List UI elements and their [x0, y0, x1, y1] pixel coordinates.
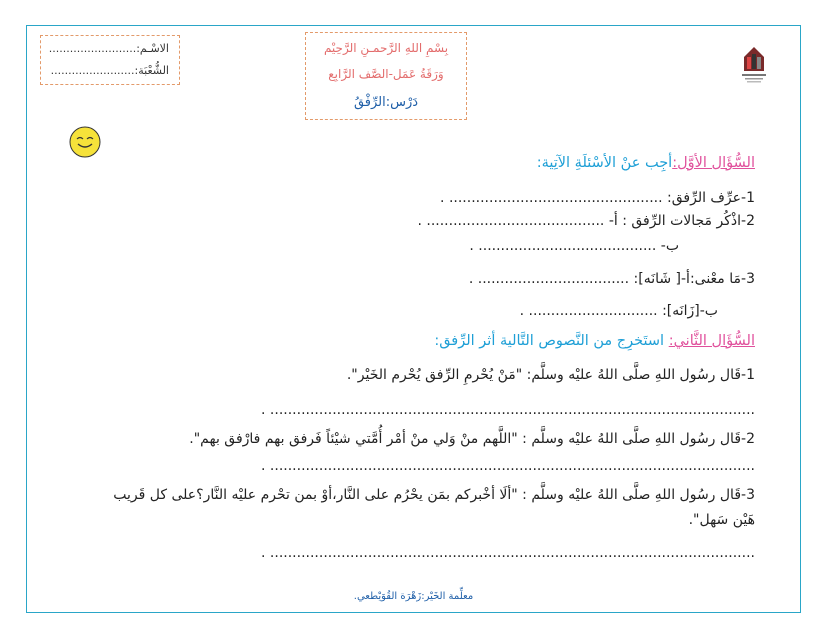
question-1-instruction: أجِب عنْ الأسْئلَةِ الآتِية:	[536, 155, 673, 171]
q2-text-3b: هَيْن سَهل".	[688, 512, 755, 528]
q1-item-2a: 2-اذْكُر مَجالات الرِّفق : أ- ........................................ .	[417, 213, 755, 229]
question-1-label: السُّؤَال الأوَّل:	[672, 155, 755, 171]
q2-text-1: 1-قَال رسُول اللهِ صلَّى اللهُ عليْه وسلَّم: "مَنْ يُحْرمِ الرِّفق يُحْرم الخَيْر".	[346, 367, 755, 383]
worksheet-header	[305, 32, 467, 120]
basmala: بِسْمِ اللهِ الرَّحمـنِ الرَّحِيْم	[323, 41, 449, 55]
student-info-box	[40, 35, 180, 85]
q1-item-1: 1-عرِّف الرِّفق: ................................................ .	[440, 190, 755, 206]
q1-item-2b: ب- ........................................ .	[469, 238, 679, 254]
teacher-name: معلِّمة الخَيْر:زَهْرَة القُوَيْطعي.	[353, 591, 474, 602]
school-logo-icon	[738, 45, 770, 85]
q2-text-2: 2-قَال رسُول اللهِ صلَّى اللهُ عليْه وسلَّم : "اللَّهم منْ وَلي منْ أمْر أُمَّتي شيْئاً فَرفق بهم فارْفق بهم".	[189, 431, 755, 447]
student-section-field[interactable]: الشُّعْبَة:........................	[50, 64, 169, 77]
question-2-instruction: استَخرِج من النَّصوص التَّالية أثر الرِّفق:	[434, 333, 669, 349]
q2-answer-3[interactable]: ............................................................................................................. .	[261, 545, 755, 561]
lesson-title: دَرْس:الرِّفْقُ	[353, 95, 419, 110]
q1-item-3b: ب-[زَانَه]: ............................. .	[519, 303, 718, 319]
student-name-field[interactable]: الاسْـم:.........................	[48, 42, 169, 55]
worksheet-title: وَرَقَةُ عَمَل-الصَّف الرَّابِع	[328, 67, 444, 81]
question-1-heading	[537, 155, 755, 171]
q2-answer-1[interactable]: ............................................................................................................. .	[261, 402, 755, 418]
smiley-face-icon	[69, 126, 101, 158]
q2-text-3a: 3-قَال رسُول اللهِ صلَّى اللهُ عليْه وسلَّم : "ألَا أخْبركم بمَن يحْرُم على النَّار،أوْ بمن تحْرم عليْه النَّار؟على كل قَريب	[113, 487, 755, 503]
q2-answer-2[interactable]: ............................................................................................................. .	[261, 458, 755, 474]
q1-item-3a: 3-مَا معْنى:أ-[ شَانَه]: .................................. .	[468, 271, 755, 287]
question-2-label: السُّؤَال الثَّاني:	[668, 333, 755, 349]
question-2-heading	[434, 333, 755, 349]
